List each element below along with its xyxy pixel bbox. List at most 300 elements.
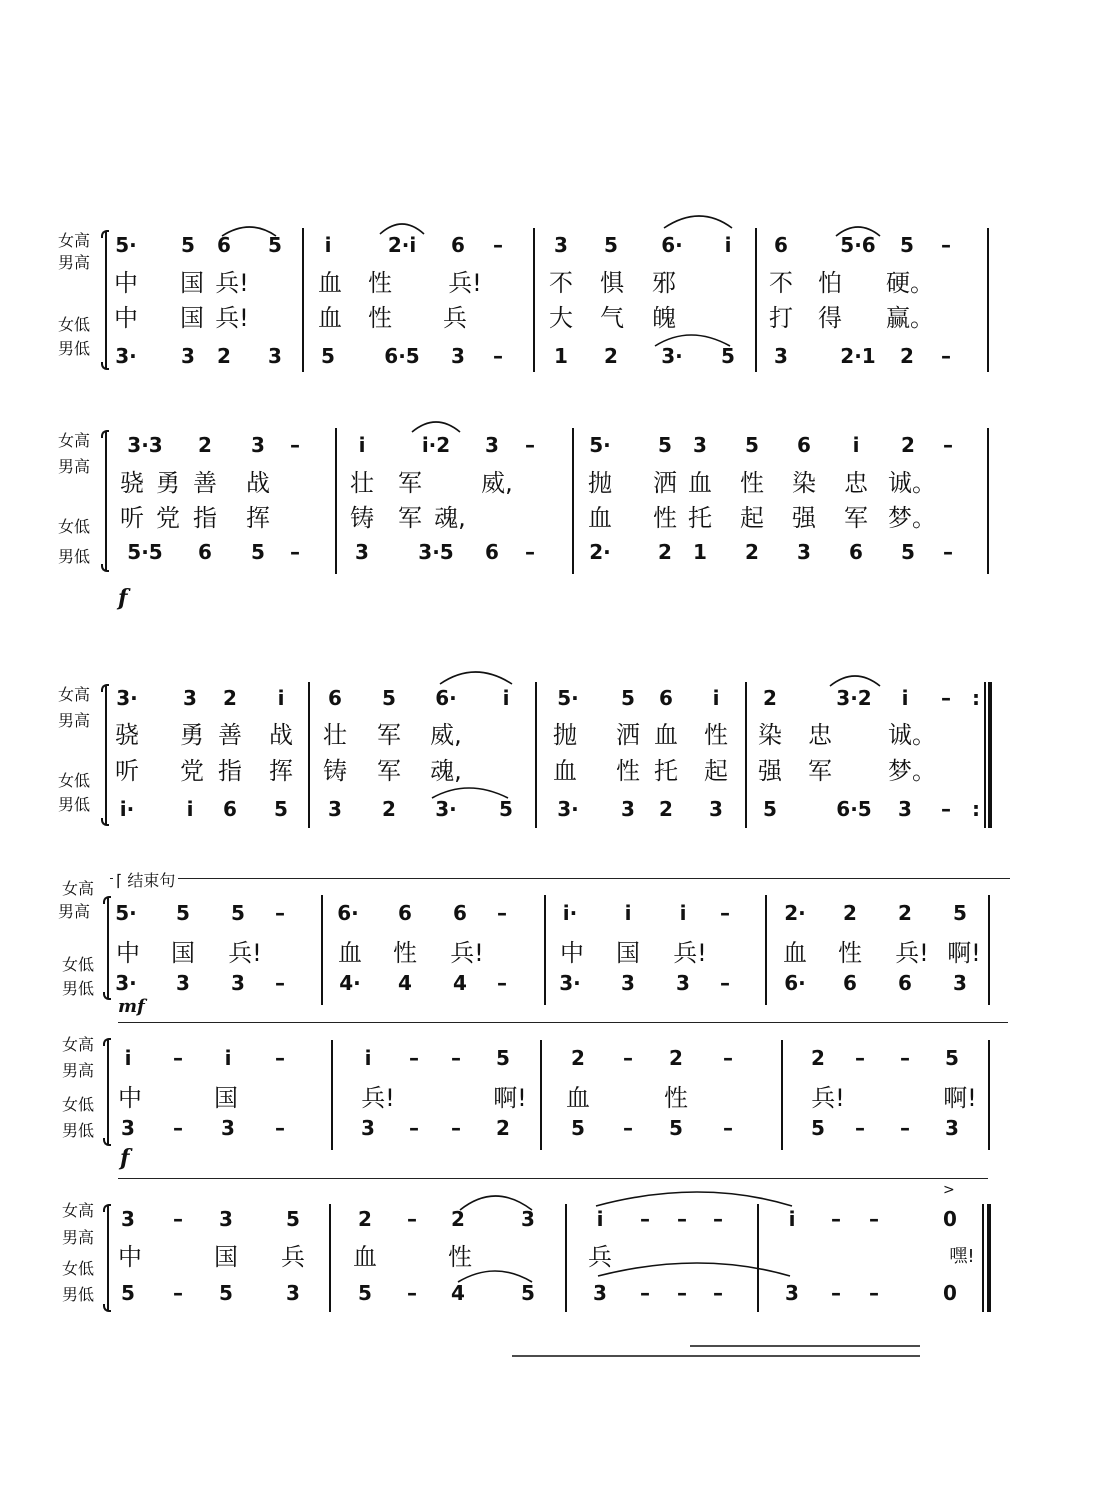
note: 5: [496, 1046, 510, 1070]
note: 3·5: [418, 540, 454, 564]
lyric: 染: [758, 721, 782, 749]
note: 6·5: [836, 797, 872, 821]
voice-label: 男低: [58, 547, 91, 566]
note: 3: [709, 797, 723, 821]
voice-label: 女低: [58, 315, 91, 334]
note: 4: [451, 1281, 465, 1305]
lyric: 善: [218, 721, 242, 749]
note: 6·5: [384, 344, 420, 368]
note: 2·1: [840, 344, 876, 368]
note: 6: [398, 901, 412, 925]
lyric: 性: [740, 469, 764, 497]
dynamic-marking: f: [120, 1145, 130, 1171]
note: 5: [274, 797, 288, 821]
lyric: 兵!: [215, 304, 249, 332]
repeat-sign: :: [972, 797, 980, 821]
voice-label: 男低: [62, 1285, 95, 1304]
lyric: 兵!: [811, 1084, 845, 1112]
note: –: [640, 1281, 650, 1305]
note: 5: [604, 233, 618, 257]
note: 2: [198, 433, 212, 457]
lyric: 骁: [115, 721, 139, 749]
note: –: [525, 540, 535, 564]
note: –: [677, 1281, 687, 1305]
note: –: [409, 1046, 419, 1070]
lyric: 血: [553, 757, 577, 785]
note: 3: [361, 1116, 375, 1140]
note: –: [855, 1046, 865, 1070]
note: i: [901, 686, 909, 710]
ending-label-text: 结束句: [127, 871, 176, 890]
lyric: 托: [654, 757, 678, 785]
lyric: 血: [688, 469, 712, 497]
lyric: 血: [566, 1084, 590, 1112]
note: 3·2: [836, 686, 872, 710]
note: 3: [268, 344, 282, 368]
lyric: 威,: [430, 721, 462, 749]
note: 5: [176, 901, 190, 925]
note: –: [943, 433, 953, 457]
note: 3·: [435, 797, 457, 821]
note: i: [186, 797, 194, 821]
lyric: 战: [246, 469, 270, 497]
lyric: 骁: [120, 469, 144, 497]
note: –: [493, 233, 503, 257]
lyric: 性: [368, 269, 392, 297]
lyric: 兵!: [215, 269, 249, 297]
note: 3·: [559, 971, 581, 995]
lyric: 兵: [443, 304, 467, 332]
note: i: [364, 1046, 372, 1070]
repeat-sign: :: [972, 686, 980, 710]
lyric: 啊!: [493, 1084, 527, 1112]
lyric: 强: [792, 504, 816, 532]
note: 2: [745, 540, 759, 564]
note: 6: [451, 233, 465, 257]
lyric: 国: [616, 939, 640, 967]
note: 5·: [115, 901, 137, 925]
slur: [598, 1263, 790, 1276]
note: –: [275, 901, 285, 925]
note: i: [277, 686, 285, 710]
note: –: [493, 344, 503, 368]
lyric: 国: [214, 1243, 238, 1271]
note: 3·: [115, 344, 137, 368]
note: 5: [901, 540, 915, 564]
note: 2: [358, 1207, 372, 1231]
note: 3·: [557, 797, 579, 821]
lyric: 血: [318, 269, 342, 297]
note: –: [941, 233, 951, 257]
note: 5: [181, 233, 195, 257]
voice-label: 男高: [58, 711, 91, 730]
lyric: 指: [218, 757, 242, 785]
note: 6: [797, 433, 811, 457]
note: 4: [453, 971, 467, 995]
note: –: [525, 433, 535, 457]
lyric: 忠: [808, 721, 832, 749]
slur: [596, 1192, 792, 1206]
note: –: [855, 1116, 865, 1140]
note: i·2: [421, 433, 451, 457]
note: 5: [953, 901, 967, 925]
note: 3: [121, 1116, 135, 1140]
note: 5: [358, 1281, 372, 1305]
voice-label: 男高: [62, 1228, 95, 1247]
dynamic-marking: f: [118, 585, 128, 611]
voice-label: 女高: [58, 231, 91, 250]
note: –: [623, 1046, 633, 1070]
note: 5: [268, 233, 282, 257]
note: 5: [521, 1281, 535, 1305]
note: 5: [669, 1116, 683, 1140]
note: 3: [485, 433, 499, 457]
lyric: 大: [549, 304, 573, 332]
lyric: 军: [398, 504, 422, 532]
note: 5: [621, 686, 635, 710]
lyric: 血: [654, 721, 678, 749]
note: 3: [621, 797, 635, 821]
note: –: [831, 1281, 841, 1305]
lyric: 兵!: [895, 939, 929, 967]
lyric: 硬。: [886, 269, 934, 297]
lyric: 血: [783, 939, 807, 967]
lyric: 魂,: [430, 757, 462, 785]
lyric: 指: [193, 504, 217, 532]
note: –: [831, 1207, 841, 1231]
voice-label: 女低: [58, 517, 91, 536]
note: 2: [658, 540, 672, 564]
note: 5·5: [127, 540, 163, 564]
lyric: 惧: [600, 269, 624, 297]
lyric: 勇: [156, 469, 180, 497]
note: 2: [811, 1046, 825, 1070]
note: –: [640, 1207, 650, 1231]
note: –: [275, 1116, 285, 1140]
lyric: 中: [114, 304, 138, 332]
note: 6: [198, 540, 212, 564]
note: –: [869, 1281, 879, 1305]
note: 6·: [784, 971, 806, 995]
note: 5: [286, 1207, 300, 1231]
slur: [432, 788, 508, 798]
lyric: 勇: [180, 721, 204, 749]
lyric: 不: [549, 269, 573, 297]
note: 6·: [435, 686, 457, 710]
note: –: [290, 433, 300, 457]
dynamic-marking: mf: [118, 996, 145, 1017]
lyric: 军: [844, 504, 868, 532]
lyric: 起: [704, 757, 728, 785]
note: 1: [693, 540, 707, 564]
lyric: 性: [664, 1084, 688, 1112]
note: 3: [693, 433, 707, 457]
note: –: [173, 1281, 183, 1305]
note: 3·: [661, 344, 683, 368]
note: –: [723, 1046, 733, 1070]
note: –: [713, 1207, 723, 1231]
note: 5: [321, 344, 335, 368]
note: –: [723, 1116, 733, 1140]
lyric: 啊!: [947, 939, 981, 967]
note: –: [451, 1046, 461, 1070]
voice-label: 女低: [62, 1095, 95, 1114]
voice-label: 男低: [62, 1121, 95, 1140]
note: 4: [398, 971, 412, 995]
lyric: 怕: [818, 269, 842, 297]
note: –: [275, 1046, 285, 1070]
note: –: [275, 971, 285, 995]
note: 5: [811, 1116, 825, 1140]
note: 5: [658, 433, 672, 457]
note: –: [720, 971, 730, 995]
note: 5·: [589, 433, 611, 457]
lyric: 军: [377, 721, 401, 749]
voice-label: 女低: [62, 1259, 95, 1278]
slur: [830, 676, 880, 686]
lyric: 党: [156, 504, 180, 532]
voice-label: 男低: [58, 795, 91, 814]
lyric: 军: [377, 757, 401, 785]
lyric: 梦。: [888, 757, 936, 785]
voice-label: 男高: [58, 902, 91, 921]
note: 3: [219, 1207, 233, 1231]
note: 5·: [115, 233, 137, 257]
note: i: [852, 433, 860, 457]
note: 2: [898, 901, 912, 925]
note: 6: [223, 797, 237, 821]
lyric: 党: [180, 757, 204, 785]
lyric: 壮: [323, 721, 347, 749]
note: 2: [217, 344, 231, 368]
note: –: [713, 1281, 723, 1305]
note: –: [409, 1116, 419, 1140]
note: –: [943, 540, 953, 564]
lyric: 国: [180, 304, 204, 332]
note: i: [624, 901, 632, 925]
voice-label: 女高: [58, 685, 91, 704]
lyric: 挥: [246, 504, 270, 532]
note: –: [497, 971, 507, 995]
note: 5: [499, 797, 513, 821]
voice-label: 女低: [62, 955, 95, 974]
lyric: 洒: [653, 469, 677, 497]
note: 3·3: [127, 433, 163, 457]
note: –: [941, 797, 951, 821]
voice-label: 男高: [58, 253, 91, 272]
note: 3·: [115, 971, 137, 995]
note: 2·: [589, 540, 611, 564]
note: 3·: [116, 686, 138, 710]
note: i: [788, 1207, 796, 1231]
lyric: 军: [398, 469, 422, 497]
note: 2·: [784, 901, 806, 925]
lyric: 性: [704, 721, 728, 749]
note: 6·: [337, 901, 359, 925]
note: 0: [943, 1281, 957, 1305]
note: 5: [945, 1046, 959, 1070]
note: –: [900, 1046, 910, 1070]
note: 6: [328, 686, 342, 710]
note: 6: [217, 233, 231, 257]
note: 5: [571, 1116, 585, 1140]
lyric: 强: [758, 757, 782, 785]
note: 2: [223, 686, 237, 710]
lyric: 诚。: [888, 469, 936, 497]
accent-mark: >: [943, 1182, 955, 1198]
note: i: [324, 233, 332, 257]
note: 5: [251, 540, 265, 564]
note: –: [869, 1207, 879, 1231]
lyric: 兵: [281, 1243, 305, 1271]
voice-label: 男高: [62, 1061, 95, 1080]
note: i: [124, 1046, 132, 1070]
note: 5: [900, 233, 914, 257]
lyric: 中: [114, 269, 138, 297]
voice-label: 女低: [58, 771, 91, 790]
lyric: 魂,: [434, 504, 466, 532]
note: –: [941, 344, 951, 368]
note: i·: [562, 901, 578, 925]
note: 3: [521, 1207, 535, 1231]
note: 2: [496, 1116, 510, 1140]
lyric: 赢。: [886, 304, 934, 332]
lyric: 战: [269, 721, 293, 749]
note: –: [407, 1281, 417, 1305]
note: 2: [900, 344, 914, 368]
note: 2: [382, 797, 396, 821]
note: 2·i: [387, 233, 417, 257]
lyric: 兵: [588, 1243, 612, 1271]
note: 6: [843, 971, 857, 995]
lyric: 托: [688, 504, 712, 532]
lyric: 抛: [553, 721, 577, 749]
note: –: [941, 686, 951, 710]
lyric: 兵!: [673, 939, 707, 967]
lyric: 性: [616, 757, 640, 785]
slur: [440, 672, 512, 684]
lyric: 起: [740, 504, 764, 532]
note: 3: [328, 797, 342, 821]
note: 3: [355, 540, 369, 564]
note: i: [712, 686, 720, 710]
note: –: [173, 1207, 183, 1231]
note: –: [497, 901, 507, 925]
note: –: [623, 1116, 633, 1140]
note: 3: [953, 971, 967, 995]
lyric: 中: [560, 939, 584, 967]
note: i: [502, 686, 510, 710]
note: 3: [797, 540, 811, 564]
note: 1: [554, 344, 568, 368]
lyric: 性: [838, 939, 862, 967]
note: 3: [231, 971, 245, 995]
lyric: 邪: [652, 269, 676, 297]
note: 2: [763, 686, 777, 710]
note: i: [724, 233, 732, 257]
note: 5: [721, 344, 735, 368]
lyric: 诚。: [888, 721, 936, 749]
note: –: [173, 1116, 183, 1140]
slur: [412, 422, 460, 432]
lyric: 兵!: [361, 1084, 395, 1112]
note: 3: [286, 1281, 300, 1305]
note: 3: [593, 1281, 607, 1305]
voice-label: 女高: [62, 1035, 95, 1054]
note: –: [173, 1046, 183, 1070]
note: 3: [221, 1116, 235, 1140]
lyric: 血: [588, 504, 612, 532]
lyric: 得: [818, 304, 842, 332]
voice-label: 女高: [62, 879, 95, 898]
lyric: 不: [769, 269, 793, 297]
voice-label: 男高: [58, 457, 91, 476]
slur: [664, 216, 732, 228]
note: 6: [849, 540, 863, 564]
lyric: 忠: [844, 469, 868, 497]
note: 2: [901, 433, 915, 457]
lyric: 兵!: [448, 269, 482, 297]
note: 3: [774, 344, 788, 368]
note: i: [224, 1046, 232, 1070]
lyric: 血: [338, 939, 362, 967]
note: 3: [183, 686, 197, 710]
note: –: [677, 1207, 687, 1231]
lyric: 魄: [652, 304, 676, 332]
lyric: 梦。: [888, 504, 936, 532]
note: 5: [121, 1281, 135, 1305]
lyric: 国: [180, 269, 204, 297]
note: 3: [785, 1281, 799, 1305]
note: 3: [176, 971, 190, 995]
note: 3: [554, 233, 568, 257]
lyric: 挥: [269, 757, 293, 785]
note: –: [290, 540, 300, 564]
note: 3: [676, 971, 690, 995]
slur: [460, 1196, 532, 1210]
lyric: 军: [808, 757, 832, 785]
note: 5: [745, 433, 759, 457]
note: 3: [898, 797, 912, 821]
lyric: 壮: [350, 469, 374, 497]
note: 2: [604, 344, 618, 368]
ending-label: ⌈ 结束句: [113, 868, 178, 891]
note: 5·6: [840, 233, 876, 257]
note: 5: [231, 901, 245, 925]
note: –: [720, 901, 730, 925]
lyric: 性: [448, 1243, 472, 1271]
note: 6: [485, 540, 499, 564]
note: 2: [843, 901, 857, 925]
lyric: 兵!: [450, 939, 484, 967]
lyric: 啊!: [943, 1084, 977, 1112]
slur: [836, 227, 880, 236]
voice-label: 女高: [62, 1201, 95, 1220]
note: 6: [453, 901, 467, 925]
note: 2: [451, 1207, 465, 1231]
lyric: 嘿!: [949, 1246, 975, 1267]
slur: [655, 335, 730, 346]
lyric: 威,: [481, 469, 513, 497]
note: 0: [943, 1207, 957, 1231]
note: 3: [251, 433, 265, 457]
note: 3: [451, 344, 465, 368]
lyric: 血: [353, 1243, 377, 1271]
note: 2: [571, 1046, 585, 1070]
lyric: 洒: [616, 721, 640, 749]
voice-label: 男低: [62, 979, 95, 998]
lyric: 性: [653, 504, 677, 532]
